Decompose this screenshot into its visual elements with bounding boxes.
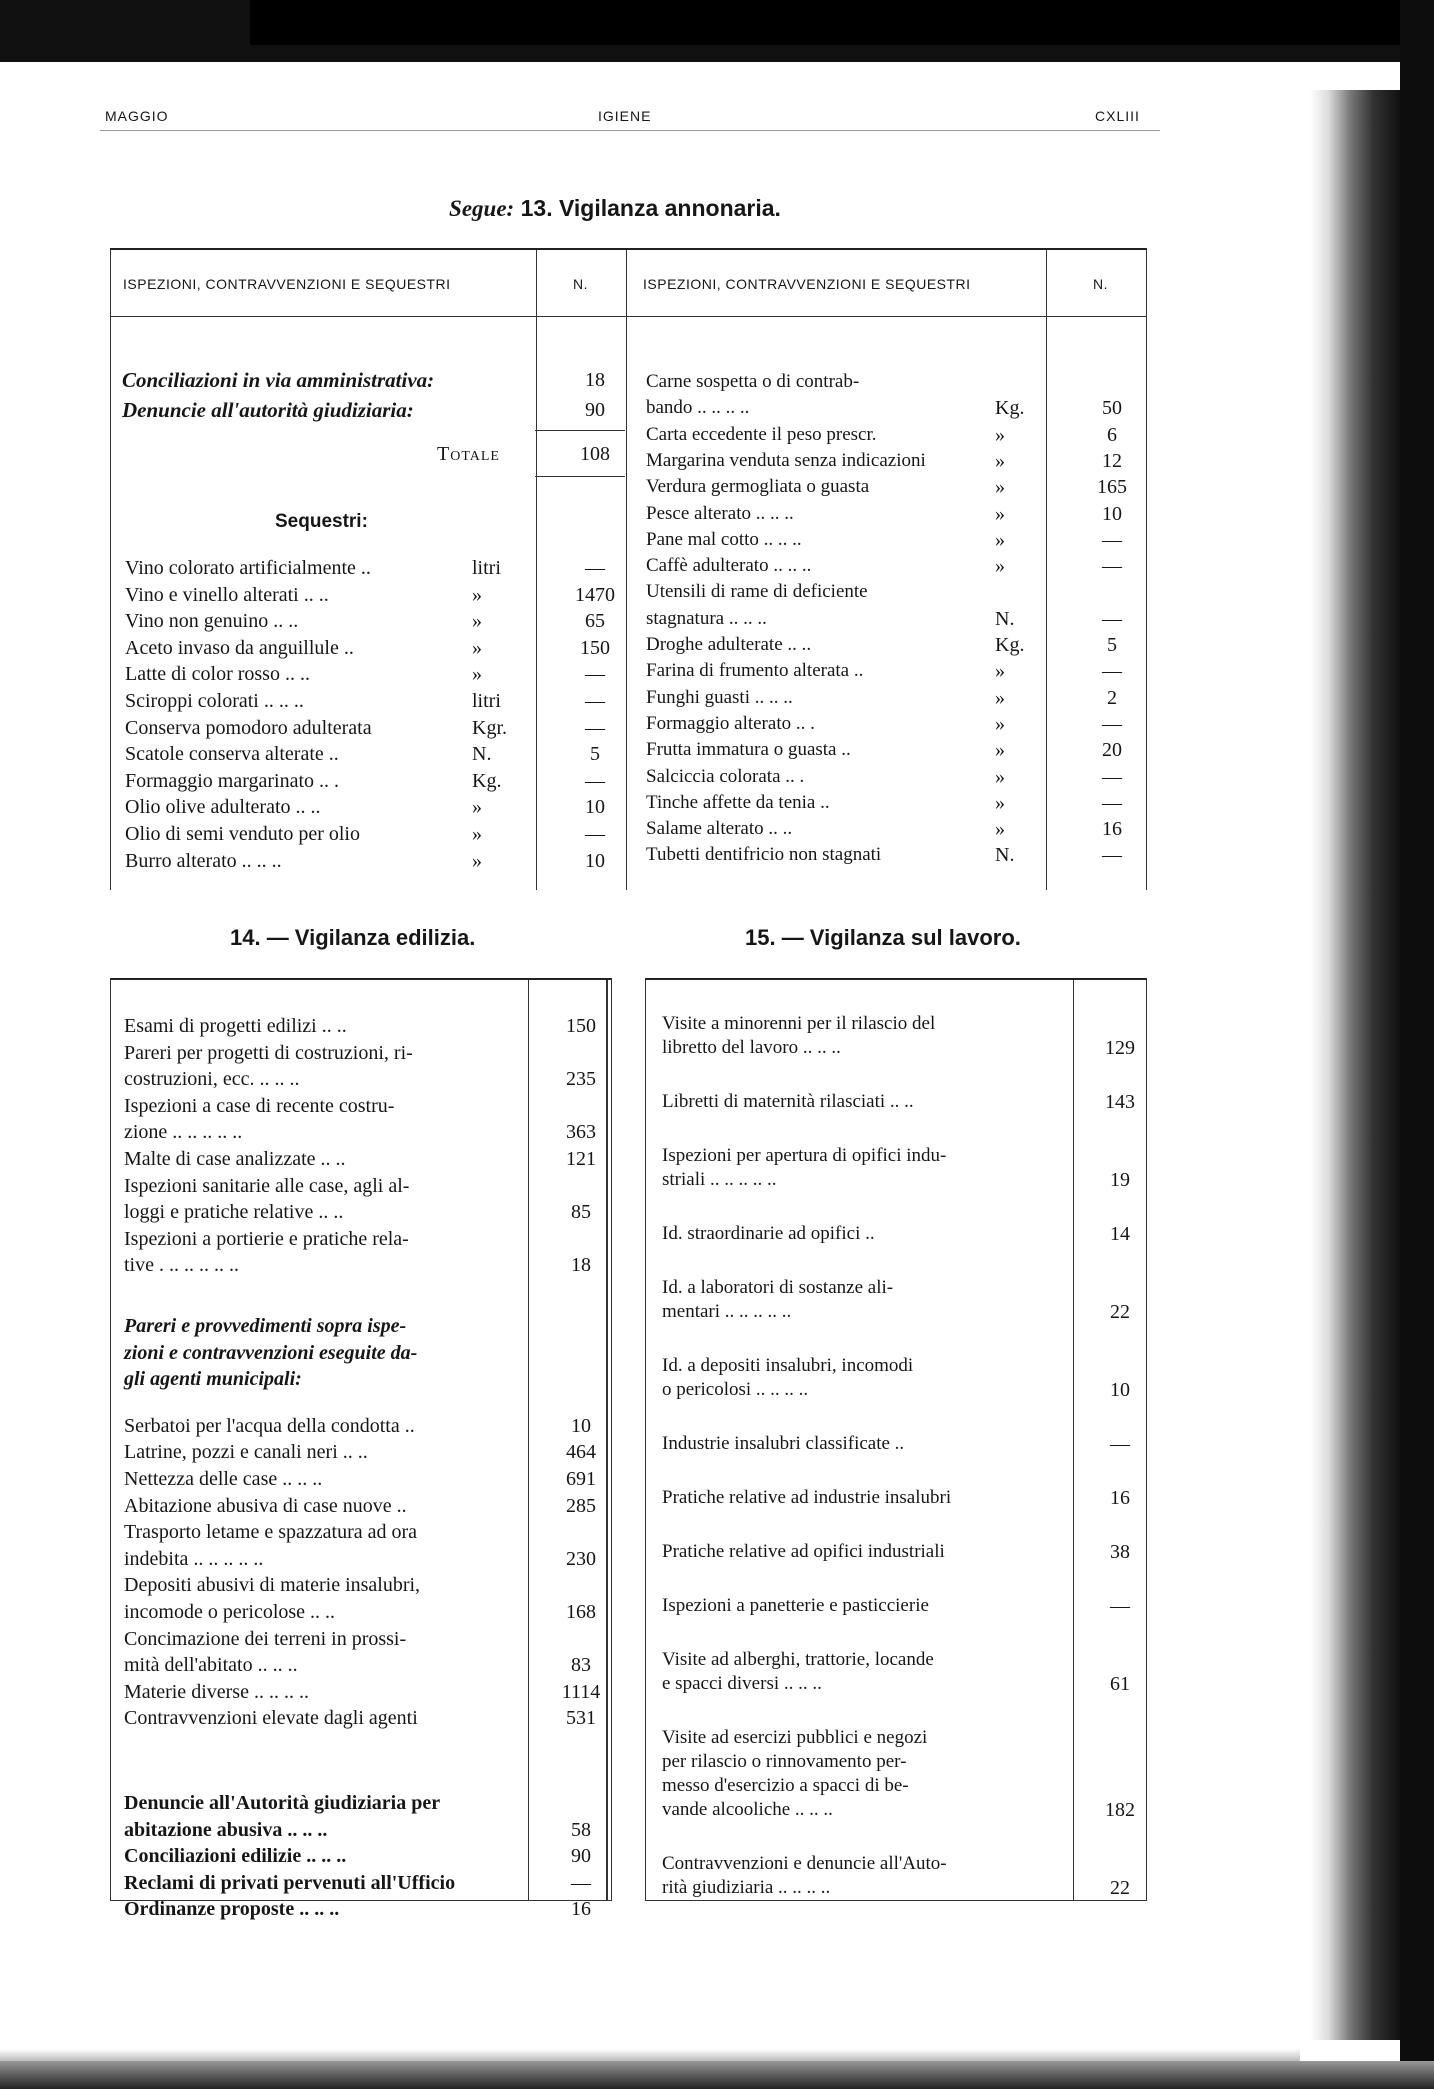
section14-line: Materie diverse .. .. .. .. <box>124 1680 309 1703</box>
seized-item-value: — <box>585 769 605 792</box>
seized-item-value: — <box>1102 555 1122 578</box>
seized-item-label: Utensili di rame di deficiente <box>646 581 868 603</box>
total-rule <box>535 430 625 431</box>
section14-line: Concimazione dei terreni in prossi- <box>124 1627 407 1650</box>
seized-item-unit: » <box>995 739 1005 762</box>
section15-line: o pericolosi .. .. .. .. <box>662 1379 809 1400</box>
section15-value: 143 <box>1105 1091 1135 1113</box>
section15-line: Pratiche relative ad industrie insalubri <box>662 1487 952 1508</box>
section13-title-text: 13. Vigilanza annonaria. <box>520 195 781 221</box>
section15-value: 19 <box>1110 1169 1130 1191</box>
section15-line: libretto del lavoro .. .. .. <box>662 1037 841 1058</box>
section15-value: 61 <box>1110 1673 1130 1695</box>
seized-item-unit: » <box>995 791 1005 814</box>
section14-value: 235 <box>566 1068 596 1091</box>
section14-line: indebita .. .. .. .. .. <box>124 1547 264 1570</box>
section15-line: Libretti di maternità rilasciati .. .. <box>662 1091 914 1112</box>
seized-item-unit: » <box>472 636 482 659</box>
seized-item-value: 150 <box>580 636 610 659</box>
seized-item-unit: » <box>995 686 1005 709</box>
seized-item-value: 16 <box>1102 818 1122 841</box>
conciliazioni-value: 18 <box>585 369 605 391</box>
section14-subtitle-line: zioni e contravvenzioni eseguite da- <box>124 1341 418 1364</box>
totale-label: Totale <box>437 443 500 465</box>
scan-shadow-right <box>1310 90 1400 2040</box>
seized-item-unit: N. <box>995 844 1015 867</box>
section14-value: 18 <box>571 1254 591 1277</box>
seized-item-label: stagnatura .. .. .. <box>646 607 767 629</box>
section15-line: vande alcooliche .. .. .. <box>662 1799 833 1820</box>
section15-line: Visite ad alberghi, trattorie, locande <box>662 1649 934 1670</box>
section14-value: 83 <box>571 1654 591 1677</box>
section15-line: Visite ad esercizi pubblici e negozi <box>662 1727 928 1748</box>
col-header-n-right: N. <box>1093 276 1108 292</box>
section14-value: 90 <box>571 1845 591 1868</box>
section15-line: Ispezioni a panetterie e pasticcierie <box>662 1595 929 1616</box>
seized-item-unit: » <box>995 449 1005 472</box>
col-header-n-left: N. <box>573 276 588 292</box>
section15-title: 15. — Vigilanza sul lavoro. <box>745 925 1021 950</box>
section14-line: mità dell'abitato .. .. .. <box>124 1654 298 1677</box>
seized-item-unit: » <box>472 583 482 606</box>
section14-value: 58 <box>571 1818 591 1841</box>
section15-value: 129 <box>1105 1037 1135 1059</box>
section14-line: Malte di case analizzate .. .. <box>124 1148 346 1170</box>
section14-value: 85 <box>571 1201 591 1224</box>
seized-item-unit: » <box>472 610 482 633</box>
section15-value: 14 <box>1110 1223 1130 1245</box>
section15-line: messo d'esercizio a spacci di be- <box>662 1775 909 1796</box>
seized-item-unit: Kg. <box>995 634 1025 656</box>
totale-value: 108 <box>580 443 610 465</box>
seized-item-unit: Kg. <box>995 397 1025 420</box>
seized-item-unit: Kgr. <box>472 716 507 739</box>
seized-item-label: Verdura germogliata o guasta <box>646 476 870 498</box>
section15-line: Id. a depositi insalubri, incomodi <box>662 1355 914 1376</box>
section15-value: 16 <box>1110 1487 1130 1509</box>
section14-line: Nettezza delle case .. .. .. <box>124 1468 323 1490</box>
seized-item-value: — <box>1102 844 1122 867</box>
section15-value: 38 <box>1110 1541 1130 1563</box>
seized-item-unit: » <box>472 823 482 845</box>
seized-item-value: — <box>1102 791 1122 814</box>
section14-value: 230 <box>566 1547 596 1570</box>
seized-item-label: Formaggio alterato .. . <box>646 712 815 734</box>
section14-line: abitazione abusiva .. .. .. <box>124 1818 328 1841</box>
section15-line: Ispezioni per apertura di opifici indu- <box>662 1145 947 1166</box>
seized-item-label: Olio di semi venduto per olio <box>125 823 360 845</box>
section14-value: 1114 <box>561 1680 601 1703</box>
section15-line: Id. a laboratori di sostanze ali- <box>662 1277 894 1298</box>
seized-item-value: — <box>585 823 605 845</box>
running-header-right: CXLIII <box>1095 108 1140 124</box>
col-rule <box>536 250 537 890</box>
seized-item-value: — <box>1102 712 1122 735</box>
denunce-label: Denuncie all'autorità giudiziaria: <box>122 398 414 422</box>
seized-item-value: — <box>585 557 605 579</box>
seized-item-value: 6 <box>1107 423 1117 446</box>
seized-item-value: 12 <box>1102 449 1122 472</box>
section14-line: Reclami di privati pervenuti all'Ufficio <box>124 1871 456 1894</box>
seized-item-unit: » <box>995 660 1005 683</box>
seized-item-value: — <box>1102 528 1122 551</box>
scan-border-bottom <box>0 2061 1434 2089</box>
seized-item-label: Vino e vinello alterati .. .. <box>125 583 329 606</box>
seized-item-label: Tubetti dentifricio non stagnati <box>646 844 882 866</box>
section14-line: Depositi abusivi di materie insalubri, <box>124 1574 421 1597</box>
seized-item-value: 10 <box>585 796 605 819</box>
section14-line: Esami di progetti edilizi .. .. <box>124 1015 347 1037</box>
section14-line: Serbatoi per l'acqua della condotta .. <box>124 1414 415 1437</box>
seized-item-unit: litri <box>472 690 501 712</box>
section13-table-header <box>111 250 1146 317</box>
seized-item-value: 165 <box>1097 476 1127 499</box>
section15-line: striali .. .. .. .. .. <box>662 1169 777 1190</box>
seized-item-label: Margarina venduta senza indicazioni <box>646 449 926 471</box>
seized-item-label: Droghe adulterate .. .. <box>646 634 812 655</box>
section15-line: Contravvenzioni e denuncie all'Auto- <box>662 1853 947 1874</box>
section14-value: 168 <box>566 1601 596 1623</box>
seized-item-value: — <box>1102 607 1122 630</box>
section14-line: Trasporto letame e spazzatura ad ora <box>124 1521 418 1544</box>
section15-value: — <box>1110 1595 1130 1617</box>
seized-item-value: 20 <box>1102 739 1122 762</box>
seized-item-label: Scatole conserva alterate .. <box>125 743 339 766</box>
section14-subtitle-line: Pareri e provvedimenti sopra ispe- <box>124 1315 407 1337</box>
section14-value: 691 <box>566 1468 596 1490</box>
section14-value: 464 <box>566 1441 596 1464</box>
seized-item-label: Funghi guasti .. .. .. <box>646 686 793 708</box>
seized-item-value: — <box>1102 660 1122 683</box>
seized-item-label: Sciroppi colorati .. .. .. <box>125 690 304 712</box>
running-header-center: IGIENE <box>598 108 652 124</box>
section14-title: 14. — Vigilanza edilizia. <box>230 925 476 950</box>
section15-line: e spacci diversi .. .. .. <box>662 1673 822 1694</box>
seized-item-unit: N. <box>995 607 1015 630</box>
section15-line: mentari .. .. .. .. .. <box>662 1301 792 1322</box>
section14-line: Denuncie all'Autorità giudiziaria per <box>124 1792 441 1814</box>
section13-prefix: Segue: <box>449 196 515 221</box>
section14-line: zione .. .. .. .. .. <box>124 1121 243 1144</box>
seized-item-label: Carne sospetta o di contrab- <box>646 371 860 392</box>
seized-item-value: — <box>1102 765 1122 788</box>
section14-value: 531 <box>566 1707 596 1730</box>
section15-col-rule <box>1073 980 1074 1900</box>
section15-line: Visite a minorenni per il rilascio del <box>662 1013 936 1034</box>
seized-item-value: — <box>585 690 605 712</box>
section14-col-rule <box>528 980 529 1900</box>
section15-value: 182 <box>1105 1799 1135 1821</box>
seized-item-label: Salame alterato .. .. <box>646 818 793 840</box>
seized-item-label: Formaggio margarinato .. . <box>125 769 340 792</box>
seized-item-unit: » <box>995 818 1005 841</box>
seized-item-value: 1470 <box>575 583 615 606</box>
seized-item-unit: » <box>995 712 1005 735</box>
section14-value: 121 <box>566 1148 596 1170</box>
col-header-left: ISPEZIONI, CONTRAVVENZIONI E SEQUESTRI <box>123 276 451 292</box>
section14-value: 150 <box>566 1015 596 1037</box>
seized-item-unit: » <box>995 423 1005 446</box>
seized-item-unit: » <box>995 765 1005 788</box>
seized-item-label: Olio olive adulterato .. .. <box>125 796 321 819</box>
seized-item-value: 50 <box>1102 397 1122 420</box>
seized-item-value: 65 <box>585 610 605 633</box>
seized-item-label: bando .. .. .. .. <box>646 397 750 419</box>
seized-item-value: 5 <box>590 743 600 766</box>
seized-item-label: Vino non genuino .. .. <box>125 610 299 633</box>
section15-value: — <box>1110 1433 1130 1455</box>
scan-border-right <box>1400 0 1434 2089</box>
seized-item-unit: » <box>995 476 1005 499</box>
section14-value: — <box>571 1871 591 1894</box>
section15-line: per rilascio o rinnovamento per- <box>662 1751 907 1772</box>
section14-line: Pareri per progetti di costruzioni, ri- <box>124 1041 413 1064</box>
section14-subtitle-line: gli agenti municipali: <box>124 1368 302 1391</box>
seized-item-value: — <box>585 663 605 686</box>
seized-item-unit: » <box>995 528 1005 551</box>
section15-line: Industrie insalubri classificate .. <box>662 1433 905 1454</box>
seized-item-label: Conserva pomodoro adulterata <box>125 716 372 739</box>
seized-item-unit: » <box>995 555 1005 578</box>
seized-item-label: Salciccia colorata .. . <box>646 765 805 787</box>
section14-line: Conciliazioni edilizie .. .. .. <box>124 1845 347 1868</box>
seized-item-label: Pesce alterato .. .. .. <box>646 502 794 524</box>
section14-value: 10 <box>571 1414 591 1437</box>
seized-item-unit: » <box>472 796 482 819</box>
seized-item-label: Latte di color rosso .. .. <box>125 663 310 686</box>
seized-item-unit: » <box>995 502 1005 525</box>
seized-item-value: — <box>585 716 605 739</box>
section14-line: Contravvenzioni elevate dagli agenti <box>124 1707 418 1730</box>
seized-item-value: 10 <box>1102 502 1122 525</box>
col-rule <box>1046 250 1047 890</box>
section14-value: 363 <box>566 1121 596 1144</box>
section14-value: 285 <box>566 1494 596 1517</box>
seized-item-label: Tinche affette da tenia .. <box>646 791 830 813</box>
seized-item-label: Farina di frumento alterata .. <box>646 660 864 682</box>
section15-value: 10 <box>1110 1379 1130 1401</box>
seized-item-unit: Kg. <box>472 769 502 792</box>
scan-border-top-dark <box>250 0 1400 45</box>
seized-item-label: Aceto invaso da anguillule .. <box>125 636 354 659</box>
section14-line: loggi e pratiche relative .. .. <box>124 1201 344 1224</box>
section14-line: costruzioni, ecc. .. .. .. <box>124 1068 300 1091</box>
seized-item-unit: N. <box>472 743 492 766</box>
seized-item-label: Frutta immatura o guasta .. <box>646 739 851 761</box>
scan-shadow-bottom <box>0 2049 1300 2061</box>
section14-line: incomode o pericolose .. .. <box>124 1601 336 1623</box>
section14-line: Ispezioni sanitarie alle case, agli al- <box>124 1174 410 1197</box>
total-rule-bottom <box>535 476 625 477</box>
seized-item-value: 2 <box>1107 686 1117 709</box>
section14-line: Ordinanze proposte .. .. .. <box>124 1898 340 1921</box>
section15-line: Id. straordinarie ad opifici .. <box>662 1223 875 1244</box>
section14-line: Ispezioni a portierie e pratiche rela- <box>124 1227 409 1250</box>
section15-value: 22 <box>1110 1301 1130 1323</box>
seized-item-unit: litri <box>472 557 501 579</box>
col-header-right: ISPEZIONI, CONTRAVVENZIONI E SEQUESTRI <box>643 276 971 292</box>
section15-value: 22 <box>1110 1877 1130 1899</box>
section14-line: Abitazione abusiva di case nuove .. <box>124 1494 407 1517</box>
section14-line: tive . .. .. .. .. .. <box>124 1254 239 1277</box>
seized-item-unit: » <box>472 663 482 686</box>
conciliazioni-label: Conciliazioni in via amministrativa: <box>122 368 435 392</box>
section14-line: Latrine, pozzi e canali neri .. .. <box>124 1441 368 1464</box>
section13-title <box>0 195 1230 222</box>
seized-item-label: Vino colorato artificialmente .. <box>125 557 371 579</box>
seized-item-label: Carta eccedente il peso prescr. <box>646 423 877 445</box>
section14-value: 16 <box>571 1898 591 1921</box>
seized-item-label: Pane mal cotto .. .. .. <box>646 528 802 550</box>
section15-line: rità giudiziaria .. .. .. .. <box>662 1877 831 1898</box>
denunce-value: 90 <box>585 399 605 421</box>
seized-item-value: 5 <box>1107 634 1117 656</box>
section15-line: Pratiche relative ad opifici industriali <box>662 1541 945 1562</box>
sequestri-title: Sequestri: <box>275 511 368 532</box>
seized-item-value: 10 <box>585 849 605 872</box>
seized-item-label: Burro alterato .. .. .. <box>125 849 282 872</box>
seized-item-unit: » <box>472 849 482 872</box>
seized-item-label: Caffè adulterato .. .. .. <box>646 555 812 577</box>
section14-line: Ispezioni a case di recente costru- <box>124 1094 395 1117</box>
running-header-left: MAGGIO <box>105 108 169 124</box>
